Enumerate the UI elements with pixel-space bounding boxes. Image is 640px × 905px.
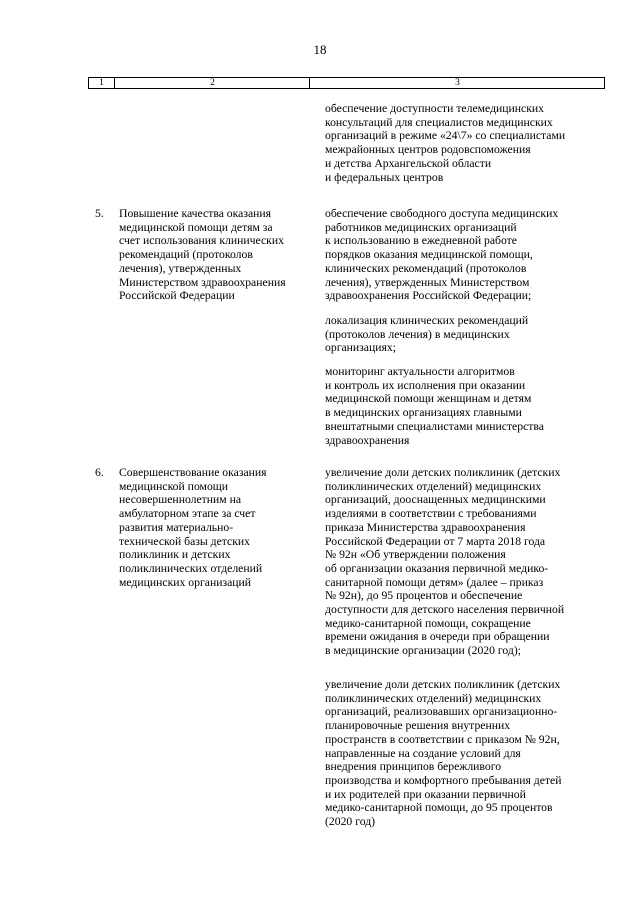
text-line: обеспечение свободного доступа медицинских <box>325 207 559 220</box>
text-line: и их родителей при оказании первичной <box>325 787 526 801</box>
text-line: организаций, дооснащенных медицинскими <box>325 493 546 507</box>
header-col-2: 2 <box>114 78 310 88</box>
text-line: времени ожидания в очереди при обращении <box>325 630 550 644</box>
text-line: к использованию в ежедневной работе <box>325 234 517 248</box>
text-line: санитарной помощи детям» (далее – приказ <box>325 575 544 589</box>
row-number: 5. <box>95 207 104 220</box>
text-line: амбулаторном этапе за счет <box>119 507 256 521</box>
text-line: организаций в режиме «24\7» со специалистами <box>325 129 566 143</box>
text-line: мониторинг актуальности алгоритмов <box>325 365 515 378</box>
text-line: пространств в соответствии с приказом № 92н, <box>325 732 560 746</box>
text-line: поликлинических отделений) медицинских <box>325 691 542 705</box>
text-line: рекомендаций (протоколов <box>119 248 253 262</box>
text-line: лечения), утвержденных <box>119 261 242 275</box>
table-header-row <box>88 77 605 89</box>
text-line: № 92н), до 95 процентов и обеспечение <box>325 589 523 603</box>
text-line: организациях; <box>325 341 396 355</box>
text-line: консультаций для специалистов медицинских <box>325 115 553 129</box>
row-number: 6. <box>95 466 104 479</box>
text-line: и контроль их исполнения при оказании <box>325 378 526 392</box>
text-line: технической базы детских <box>119 534 251 548</box>
text-line: медицинской помощи <box>119 479 229 493</box>
row-result-paragraph <box>325 466 605 658</box>
row-task <box>119 207 319 303</box>
text-line: Совершенствование оказания <box>119 466 267 479</box>
text-line: медицинской помощи детям за <box>119 220 273 234</box>
text-line: увеличение доли детских поликлиник (детских <box>325 466 561 479</box>
text-line: об организации оказания первичной медико- <box>325 561 549 575</box>
text-line: увеличение доли детских поликлиник (детских <box>325 678 561 691</box>
row-task <box>119 466 319 589</box>
text-line: производства и комфортного пребывания детей <box>325 773 562 787</box>
header-col-1: 1 <box>99 78 104 88</box>
text-line: Повышение качества оказания <box>119 207 272 220</box>
page-number: 18 <box>313 42 327 57</box>
text-line: Российской Федерации от 7 марта 2018 года <box>325 534 546 548</box>
text-line: № 92н «Об утверждении положения <box>325 548 506 562</box>
text-line: в медицинских организациях главными <box>325 406 522 420</box>
text-line: в медицинские организации (2020 год); <box>325 644 522 658</box>
text-line: направленные на создание условий для <box>325 746 521 760</box>
text-line: медицинских организаций <box>119 575 252 589</box>
text-line: работников медицинских организаций <box>325 220 517 234</box>
row-result-paragraph <box>325 314 605 355</box>
text-line: клинических рекомендаций (протоколов <box>325 261 527 275</box>
text-line: Министерством здравоохранения <box>119 275 286 289</box>
text-line: медико-санитарной помощи, сокращение <box>325 616 531 630</box>
header-col-3: 3 <box>309 78 605 88</box>
text-line: счет использования клинических <box>119 234 284 248</box>
text-line: организаций, реализовавших организационно- <box>325 705 558 719</box>
text-line: планировочные решения внутренних <box>325 719 511 733</box>
text-line: локализация клинических рекомендаций <box>325 314 529 327</box>
text-line: межрайонных центров родовспоможения <box>325 143 531 157</box>
text-line: внедрения принципов бережливого <box>325 760 502 774</box>
text-line: и детства Архангельской области <box>325 156 492 170</box>
text-line: поликлинических отделений) медицинских <box>325 479 542 493</box>
text-line: Российской Федерации <box>119 289 235 303</box>
text-line: доступности для детского населения первичной <box>325 603 565 617</box>
text-line: несовершеннолетним на <box>119 493 242 507</box>
text-line: развития материально- <box>119 520 234 534</box>
text-line: медико-санитарной помощи, до 95 процентов <box>325 801 553 815</box>
text-line: (2020 год) <box>325 815 376 829</box>
row-result-paragraph <box>325 365 605 447</box>
text-line: порядков оказания медицинской помощи, <box>325 248 533 262</box>
continuation-result <box>325 102 605 184</box>
row-result-paragraph <box>325 678 605 829</box>
text-line: обеспечение доступности телемедицинских <box>325 102 544 115</box>
text-line: здравоохранения Российской Федерации; <box>325 289 532 303</box>
text-line: изделиями в соответствии с требованиями <box>325 507 537 521</box>
text-line: и федеральных центров <box>325 170 444 184</box>
text-line: поликлинических отделений <box>119 561 263 575</box>
text-line: лечения), утвержденных Министерством <box>325 275 530 289</box>
text-line: внештатными специалистами министерства <box>325 419 544 433</box>
text-line: поликлиник и детских <box>119 548 231 562</box>
text-line: (протоколов лечения) в медицинских <box>325 327 510 341</box>
row-result-paragraph <box>325 207 605 303</box>
text-line: здравоохранения <box>325 433 410 447</box>
text-line: медицинской помощи женщинам и детям <box>325 392 532 406</box>
text-line: приказа Министерства здравоохранения <box>325 520 526 534</box>
